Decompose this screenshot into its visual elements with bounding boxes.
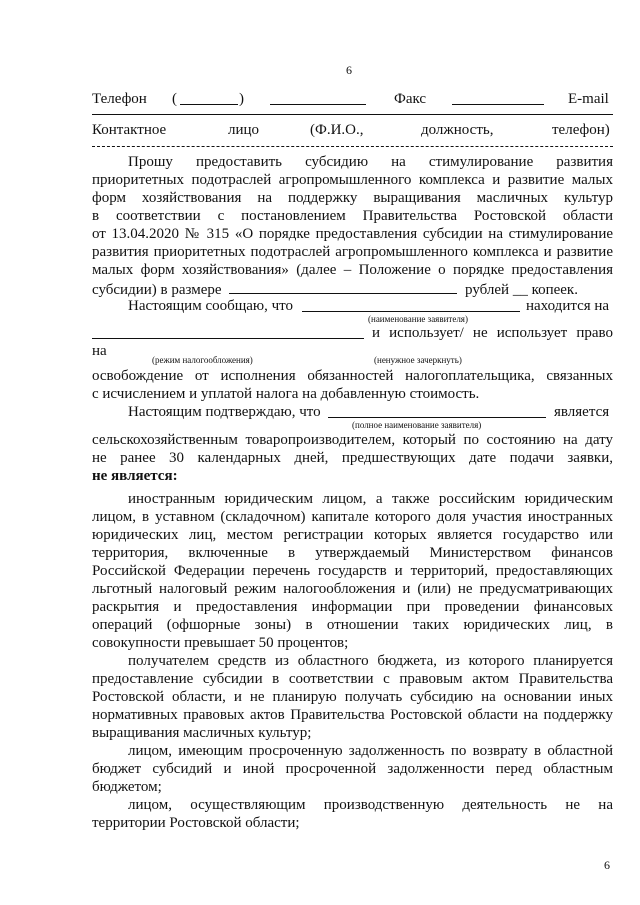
hint-strike-out: (ненужное зачеркнуть): [374, 355, 462, 365]
fax-field[interactable]: [452, 90, 544, 105]
subsidy-amount-unit: рублей __ копеек.: [465, 282, 578, 298]
phone-code-open: (: [172, 91, 177, 107]
item2-line: предоставление субсидии в соответствии с правовым актом Правительства: [92, 671, 613, 687]
contact-person-w2: лицо: [228, 122, 260, 138]
contacts-underline: [92, 114, 613, 115]
item1-line: иностранным юридическим лицом, а также российским юридическим: [128, 491, 613, 507]
subsidy-amount-label: субсидии) в размере: [92, 282, 222, 298]
subsidy-amount-field[interactable]: [229, 279, 457, 294]
request-line-8: [92, 279, 613, 299]
confirm-line-3: не ранее 30 календарных дней, предшествующих дате подачи заявки,: [92, 450, 613, 466]
contact-person-w3: (Ф.И.О.,: [310, 122, 364, 138]
uses-right-text: и использует/ не использует право: [372, 325, 613, 341]
item2-line: выращивания масличных культур;: [92, 725, 312, 741]
contact-person-w4: должность,: [421, 122, 494, 138]
contact-person-w1: Контактное: [92, 122, 167, 138]
full-applicant-name-field[interactable]: [328, 403, 546, 418]
request-line-3: форм хозяйствования на поддержку выращивания масличных культур: [92, 190, 613, 206]
item4-line: территории Ростовской области;: [92, 815, 300, 831]
request-line-7: малых форм хозяйствования» (далее – Положение о порядке предоставления: [92, 262, 613, 278]
item3-line: бюджет субсидий и иной просроченной задолженности перед областным: [92, 761, 613, 777]
page-number-top: 6: [346, 63, 352, 77]
item1-line: Российской Федерации перечень государств и территорий, предоставляющих: [92, 563, 613, 579]
phone-number-field[interactable]: [270, 90, 366, 105]
contact-person-w5: телефон): [552, 122, 610, 138]
request-line-6: развития приоритетных подотраслей агропромышленного комплекса и развитие: [92, 244, 613, 260]
item3-line: бюджетом;: [92, 779, 162, 795]
item4-line: лицом, осуществляющим производственную деятельность не на: [128, 797, 613, 813]
item1-line: льготный налоговый режим налогообложения и (или) не предусматривающих: [92, 581, 613, 597]
hint-full-name: (полное наименование заявителя): [352, 420, 482, 430]
page-number-bottom: 6: [604, 858, 610, 872]
phone-code-field[interactable]: [180, 90, 238, 105]
request-line-5: от 13.04.2020 № 315 «О порядке предоставления субсидии на стимулирование: [92, 226, 613, 242]
hint-tax-regime: (режим налогообложения): [152, 355, 253, 365]
phone-label: Телефон: [92, 91, 147, 107]
item1-line: лицом, в уставном (складочном) капитале которого доля участия иностранных: [92, 509, 613, 525]
request-line-1: Прошу предоставить субсидию на стимулирование развития: [128, 154, 613, 170]
item1-line: операций (офшорные зоны) в отношении таких юридических лиц, в: [92, 617, 613, 633]
item1-line: совокупности превышает 50 процентов;: [92, 635, 349, 651]
item1-line: раскрытия и предоставления информации при проведении финансовых: [92, 599, 613, 615]
item1-line: юридических лиц, местом регистрации которых является государство или: [92, 527, 613, 543]
confirm-line-2: сельскохозяйственным товаропроизводителем, который по состоянию на дату: [92, 432, 613, 448]
phone-code-close: ): [239, 91, 244, 107]
hint-applicant: (наименование заявителя): [368, 314, 468, 324]
item2-line: получателем средств из областного бюджета, из которого планируется: [128, 653, 613, 669]
confirm-start: Настоящим подтверждаю, что: [128, 404, 321, 420]
request-line-2: приоритетных подотраслей агропромышленного комплекса и развитие малых: [92, 172, 613, 188]
email-label: E-mail: [568, 91, 609, 107]
item2-line: нормативных правовых актов Правительства Ростовской области на поддержку: [92, 707, 613, 723]
fax-label: Факс: [394, 91, 427, 107]
applicant-name-field[interactable]: [302, 297, 520, 312]
notify-end: находится на: [526, 298, 610, 314]
request-line-4: в соответствии с постановлением Правительства Ростовской области: [92, 208, 613, 224]
notify-line-4: освобождение от исполнения обязанностей налогоплательщика, связанных: [92, 368, 613, 384]
item3-line: лицом, имеющим просроченную задолженность по возврату в областной: [128, 743, 613, 759]
tax-regime-field[interactable]: [92, 324, 364, 339]
confirm-end: является: [554, 404, 610, 420]
notify-line-3: на: [92, 343, 107, 359]
contact-person-field[interactable]: [92, 146, 613, 147]
item2-line: Ростовской области, и не планирую получать субсидию на основании иных: [92, 689, 613, 705]
notify-line-5: с исчислением и уплатой налога на добавленную стоимость.: [92, 386, 480, 402]
confirm-not-is: не является:: [92, 468, 178, 484]
notify-start: Настоящим сообщаю, что: [128, 298, 294, 314]
item1-line: территория, включенные в утверждаемый Министерством финансов: [92, 545, 613, 561]
